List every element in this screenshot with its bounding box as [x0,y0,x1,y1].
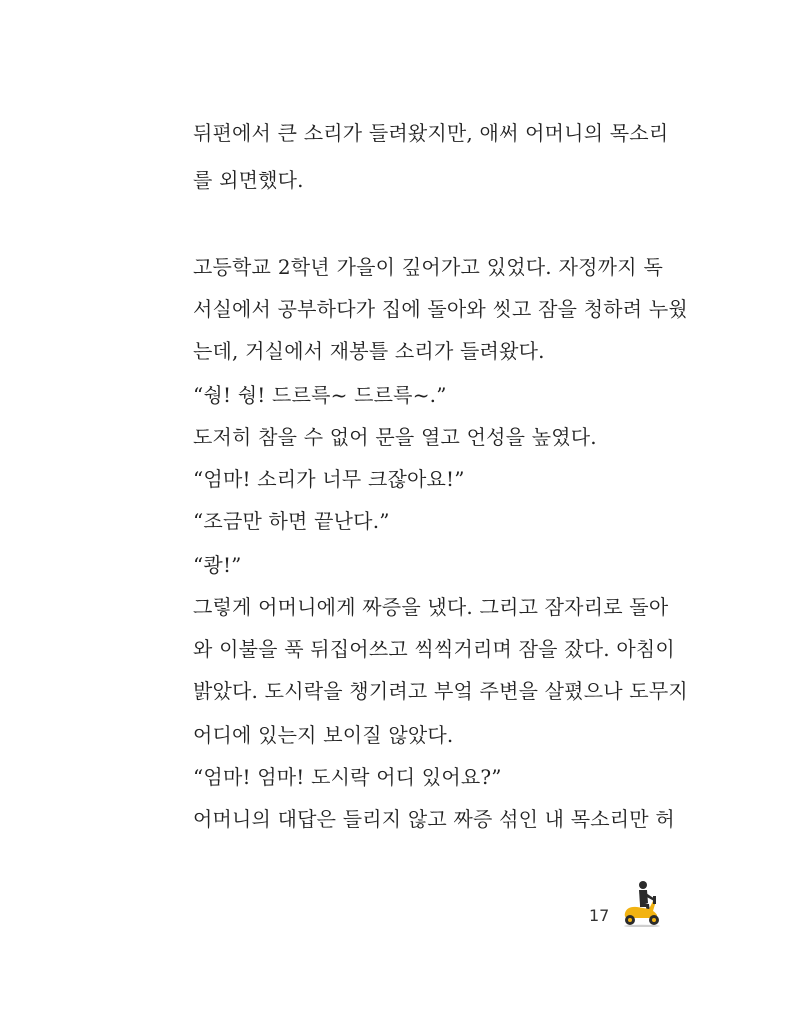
text-line: 서실에서 공부하다가 집에 돌아와 씻고 잠을 청하려 누웠 [193,297,688,321]
text-line: 어디에 있는지 보이질 않았다. [193,723,454,747]
text-line: 는데, 거실에서 재봉틀 소리가 들려왔다. [193,339,545,363]
text-line: 고등학교 2학년 가을이 깊어가고 있었다. 자정까지 독 [193,255,663,279]
text-line: 어머니의 대답은 들리지 않고 짜증 섞인 내 목소리만 허 [193,807,675,831]
text-line: 와 이불을 푹 뒤집어쓰고 씩씩거리며 잠을 잤다. 아침이 [193,637,675,661]
text-line: 를 외면했다. [193,168,304,192]
page-number: 17 [589,906,610,925]
text-line: 도저히 참을 수 없어 문을 열고 언성을 높였다. [193,425,597,449]
text-line: 뒤편에서 큰 소리가 들려왔지만, 애써 어머니의 목소리 [193,121,669,145]
dialogue-line: “조금만 하면 끝난다.” [193,509,390,533]
dialogue-line: “쉉! 쉉! 드르륵~ 드르륵~.” [193,383,447,407]
dialogue-line: “엄마! 엄마! 도시락 어디 있어요?” [193,765,502,789]
dialogue-line: “엄마! 소리가 너무 크잖아요!” [193,467,465,491]
text-line: 그렇게 어머니에게 짜증을 냈다. 그리고 잠자리로 돌아 [193,595,669,619]
scooter-rider-icon [619,879,663,927]
dialogue-line: “쾅!” [193,553,242,577]
text-line: 밝았다. 도시락을 챙기려고 부엌 주변을 살폈으나 도무지 [193,679,688,703]
